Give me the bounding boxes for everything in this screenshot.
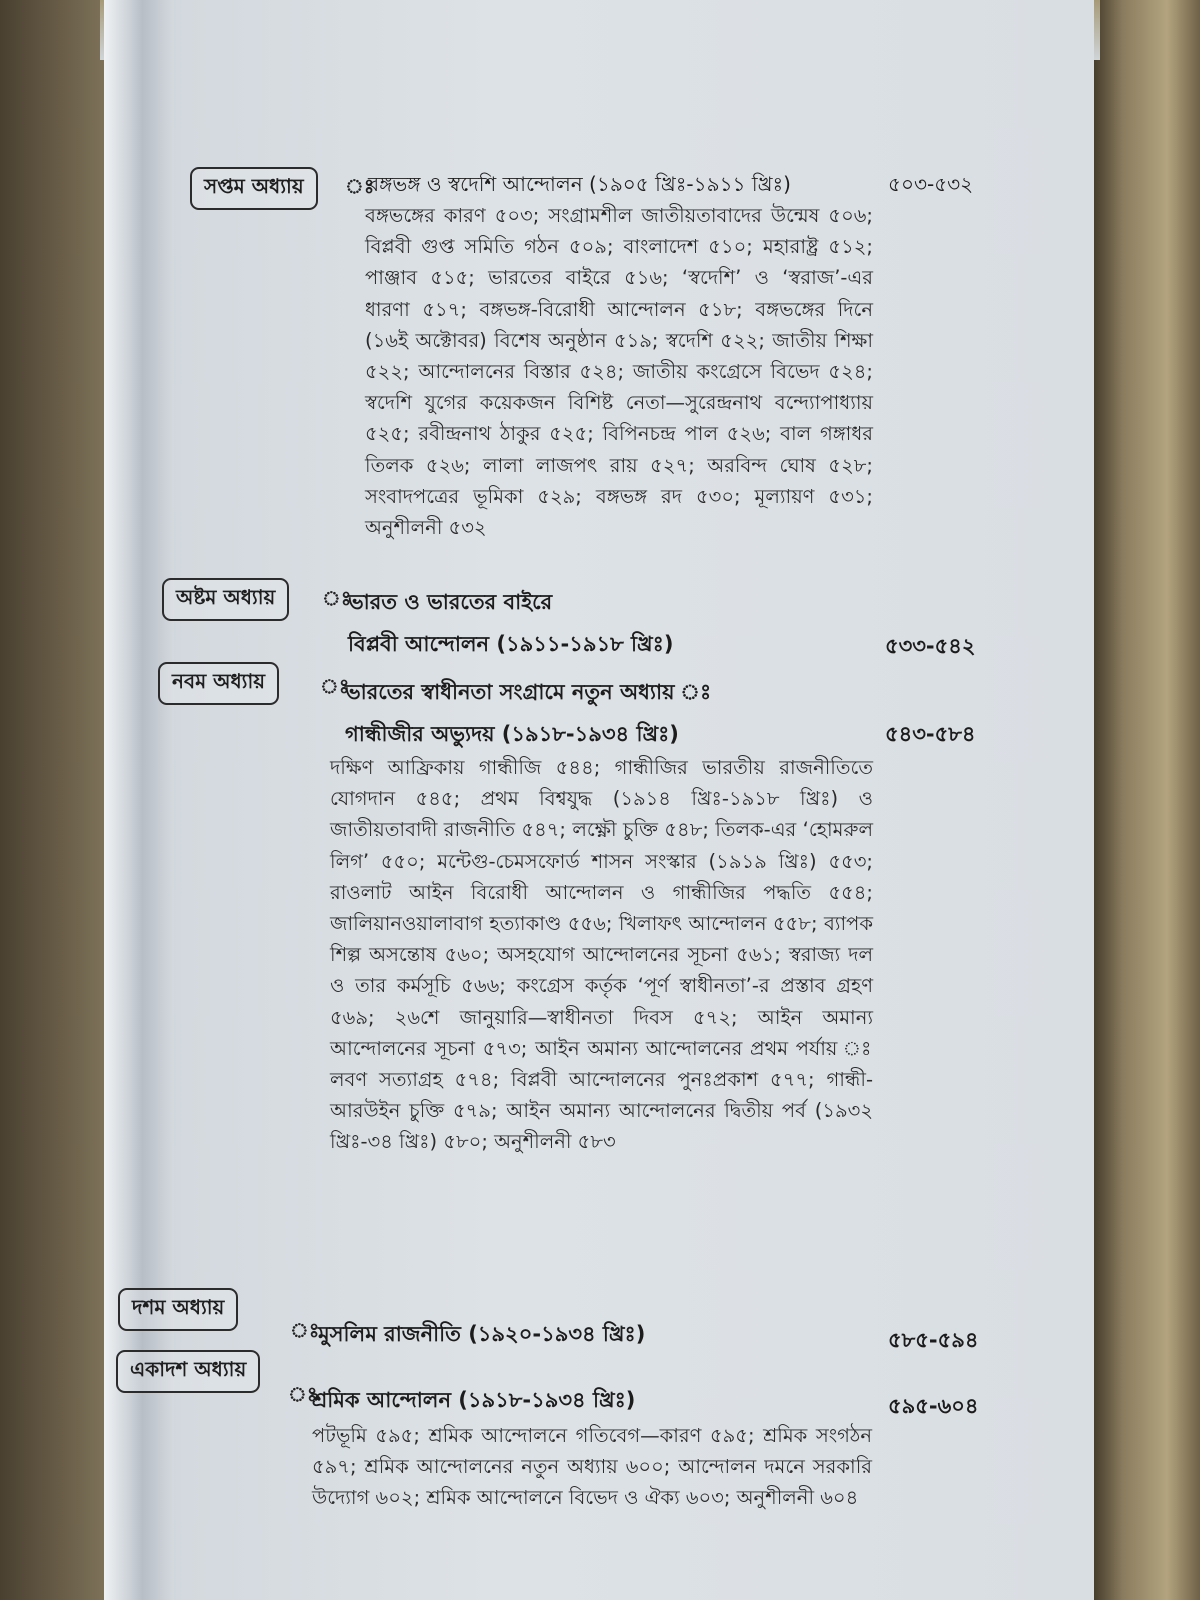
chapter-pages: ৫৪৩-৫৮৪ (885, 722, 976, 746)
colon: ঃ (322, 586, 352, 610)
colon: ঃ (290, 1318, 320, 1342)
chapter-pages: ৫৮৫-৫৯৪ (888, 1328, 979, 1352)
chapter-contents: পটভূমি ৫৯৫; শ্রমিক আন্দোলনে গতিবেগ—কারণ ৫৯৫; শ্রমিক সংগঠন ৫৯৭; শ্রমিক আন্দোলনের নতুন অধ্যায় ৬০০; আন্দোলন দমনে সরকারি উদ্যোগ ৬০২; শ্রমিক আন্দোলনে বিভেদ ও ঐক্য ৬০৩; অনুশীলনী ৬০৪ (312, 1424, 872, 1510)
chapter-label-box: অষ্টম অধ্যায় (162, 578, 289, 621)
colon: ঃ (345, 174, 375, 198)
chapter-pages: ৫৩৩-৫৪২ (885, 634, 976, 658)
chapter-title: বঙ্গভঙ্গ ও স্বদেশি আন্দোলন (১৯০৫ খ্রিঃ-১৯১১ খ্রিঃ) (368, 172, 791, 196)
chapter-title: শ্রমিক আন্দোলন (১৯১৮-১৯৩৪ খ্রিঃ) (312, 1388, 636, 1412)
chapter-title: ভারতের স্বাধীনতা সংগ্রামে নতুন অধ্যায় ঃ (345, 680, 712, 704)
chapter-label-box: নবম অধ্যায় (158, 662, 279, 705)
chapter-pages: ৫০৩-৫৩২ (888, 172, 974, 196)
chapter-subtitle: বিপ্লবী আন্দোলন (১৯১১-১৯১৮ খ্রিঃ) (348, 632, 674, 656)
colon: ঃ (288, 1382, 318, 1406)
chapter-title: ভারত ও ভারতের বাইরে (348, 590, 553, 614)
chapter-subtitle: গান্ধীজীর অভ্যুদয় (১৯১৮-১৯৩৪ খ্রিঃ) (345, 722, 679, 746)
chapter-pages: ৫৯৫-৬০৪ (888, 1394, 979, 1418)
chapter-label-box: একাদশ অধ্যায় (116, 1350, 260, 1393)
background-left (0, 0, 104, 1600)
chapter-label-box: সপ্তম অধ্যায় (190, 167, 318, 210)
chapter-label-box: দশম অধ্যায় (118, 1288, 238, 1331)
background-right (1090, 0, 1200, 1600)
chapter-title: মুসলিম রাজনীতি (১৯২০-১৯৩৪ খ্রিঃ) (318, 1322, 646, 1346)
colon: ঃ (320, 674, 350, 698)
chapter-contents: বঙ্গভঙ্গের কারণ ৫০৩; সংগ্রামশীল জাতীয়তাবাদের উন্মেষ ৫০৬; বিপ্লবী গুপ্ত সমিতি গঠন ৫০৯; বাংলাদেশ ৫১০; মহারাষ্ট্র ৫১২; পাঞ্জাব ৫১৫; ভারতের বাইরে ৫১৬; ‘স্বদেশি’ ও ‘স্বরাজ’-এর ধারণা ৫১৭; বঙ্গভঙ্গ-বিরোধী আন্দোলন ৫১৮; বঙ্গভঙ্গের দিনে (১৬ই অক্টোবর) বিশেষ অনুষ্ঠান ৫১৯; স্বদেশি ৫২২; জাতীয় শিক্ষা ৫২২; আন্দোলনের বিস্তার ৫২৪; জাতীয় কংগ্রেসে বিভেদ ৫২৪; স্বদেশি যুগের কয়েকজন বিশিষ্ট নেতা—সুরেন্দ্রনাথ বন্দ্যোপাধ্যায় ৫২৫; রবীন্দ্রনাথ ঠাকুর ৫২৫; বিপিনচন্দ্র পাল ৫২৬; বাল গঙ্গাধর তিলক ৫২৬; লালা লাজপৎ রায় ৫২৭; অরবিন্দ ঘোষ ৫২৮; সংবাদপত্রের ভূমিকা ৫২৯; বঙ্গভঙ্গ রদ ৫৩০; মূল্যায়ণ ৫৩১; অনুশীলনী ৫৩২ (365, 204, 873, 540)
chapter-contents: দক্ষিণ আফ্রিকায় গান্ধীজি ৫৪৪; গান্ধীজির ভারতীয় রাজনীতিতে যোগদান ৫৪৫; প্রথম বিশ্বযুদ্ধ (১৯১৪ খ্রিঃ-১৯১৮ খ্রিঃ) ও জাতীয়তাবাদী রাজনীতি ৫৪৭; লক্ষ্ণৌ চুক্তি ৫৪৮; তিলক-এর ‘হোমরুল লিগ’ ৫৫০; মন্টেগু-চেমসফোর্ড শাসন সংস্কার (১৯১৯ খ্রিঃ) ৫৫৩; রাওলাট আইন বিরোধী আন্দোলন ও গান্ধীজির পদ্ধতি ৫৫৪; জালিয়ানওয়ালাবাগ হত্যাকাণ্ড ৫৫৬; খিলাফৎ আন্দোলন ৫৫৮; ব্যাপক শিল্প অসন্তোষ ৫৬০; অসহযোগ আন্দোলনের সূচনা ৫৬১; স্বরাজ্য দল ও তার কর্মসূচি ৫৬৬; কংগ্রেস কর্তৃক ‘পূর্ণ স্বাধীনতা’-র প্রস্তাব গ্রহণ ৫৬৯; ২৬শে জানুয়ারি—স্বাধীনতা দিবস ৫৭২; আইন অমান্য আন্দোলনের সূচনা ৫৭৩; আইন অমান্য আন্দোলনের প্রথম পর্যায় ঃ লবণ সত্যাগ্রহ ৫৭৪; বিপ্লবী আন্দোলনের পুনঃপ্রকাশ ৫৭৭; গান্ধী-আরউইন চুক্তি ৫৭৯; আইন অমান্য আন্দোলনের দ্বিতীয় পর্ব (১৯৩২ খ্রিঃ-৩৪ খ্রিঃ) ৫৮০; অনুশীলনী ৫৮৩ (330, 756, 873, 1154)
